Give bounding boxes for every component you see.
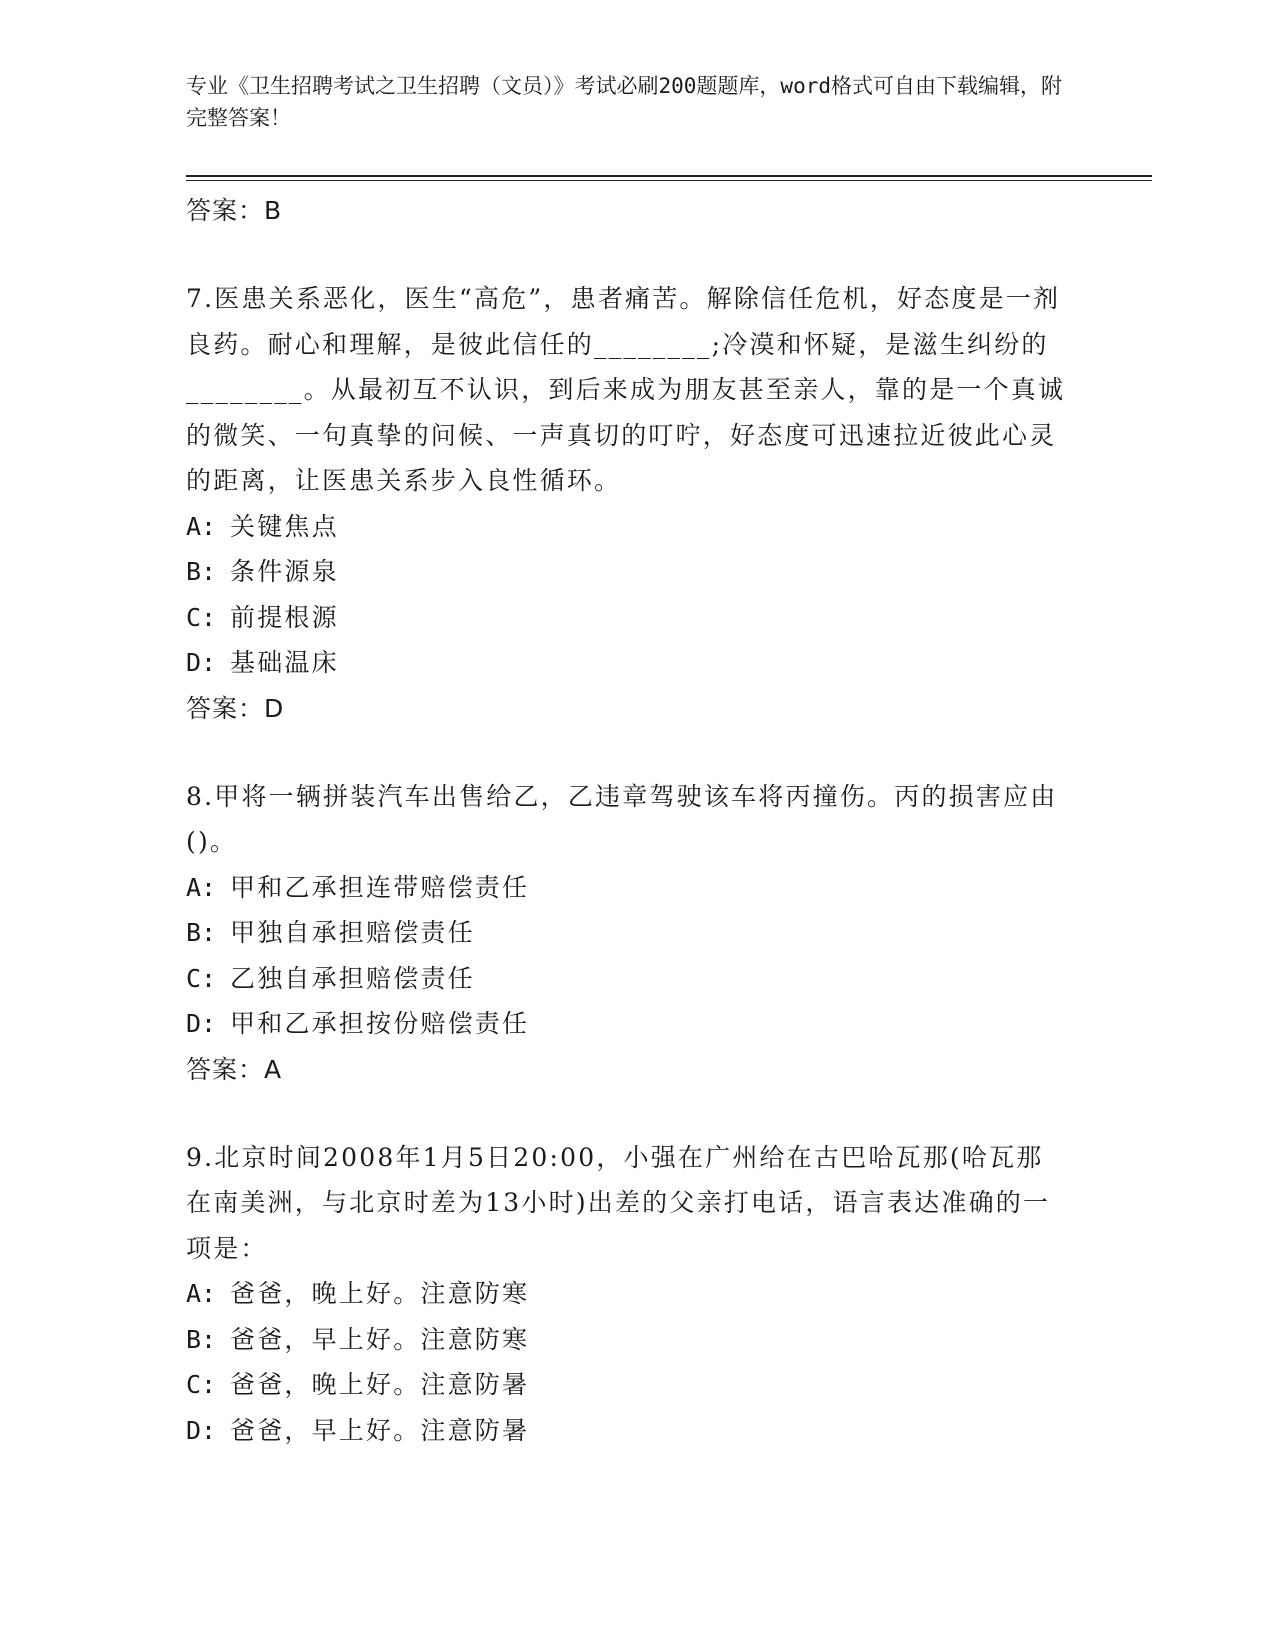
option-text: 乙独自承担赔偿责任	[230, 963, 475, 993]
header-divider-thin	[186, 180, 1152, 181]
option-d	[186, 640, 1086, 686]
option-b	[186, 549, 1086, 595]
option-key: C:	[186, 1370, 217, 1399]
option-key: B:	[186, 557, 217, 586]
option-text: 爸爸，晚上好。注意防寒	[230, 1279, 530, 1308]
option-c	[186, 1362, 1086, 1408]
option-key: C:	[186, 602, 217, 632]
question-text: 9.北京时间2008年1月5日20:00，小强在广州给在古巴哈瓦那(哈瓦那在南美洲，与北京时差为13小时)出差的父亲打电话，语言表达准确的一项是：	[186, 1142, 1051, 1263]
option-a	[186, 865, 1086, 911]
option-a	[186, 1271, 1086, 1317]
option-key: C:	[186, 963, 217, 993]
option-text: 爸爸，晚上好。注意防暑	[230, 1370, 530, 1399]
option-text: 前提根源	[230, 602, 339, 632]
option-text: 基础温床	[230, 648, 339, 677]
option-c	[186, 595, 1086, 641]
question-content	[186, 188, 1086, 1453]
question-block	[186, 774, 1086, 1093]
option-a	[186, 504, 1086, 550]
option-d	[186, 1001, 1086, 1047]
option-key: D:	[186, 1415, 217, 1445]
option-b	[186, 910, 1086, 956]
question-text: 8.甲将一辆拼装汽车出售给乙，乙违章驾驶该车将丙撞伤。丙的损害应由()。	[186, 781, 1058, 856]
option-key: D:	[186, 1009, 217, 1038]
option-key: B:	[186, 1324, 217, 1354]
question-block	[186, 276, 1086, 732]
option-text: 关键焦点	[230, 511, 339, 541]
option-text: 甲独自承担赔偿责任	[230, 918, 475, 947]
answer-label: 答案：B	[186, 196, 283, 225]
answer-label: 答案：D	[186, 693, 285, 723]
option-text: 爸爸，早上好。注意防暑	[230, 1415, 530, 1445]
option-text: 甲和乙承担按份赔偿责任	[230, 1009, 530, 1038]
option-b	[186, 1317, 1086, 1363]
option-text: 条件源泉	[230, 557, 339, 586]
header-divider-thick	[186, 175, 1152, 177]
question-text: 7.医患关系恶化，医生“高危”，患者痛苦。解除信任危机，好态度是一剂良药。耐心和理解，是彼此信任的________;冷漠和怀疑，是滋生纠纷的________。从最初互不认识，到后来成为朋友甚至亲人，靠的是一个真诚的微笑、一句真挚的问候、一声真切的叮咛，好态度可迅速拉近彼此心灵的距离，让医患关系步入良性循环。	[186, 284, 1066, 495]
option-c	[186, 956, 1086, 1002]
option-text: 爸爸，早上好。注意防寒	[230, 1324, 530, 1354]
option-key: A:	[186, 1279, 217, 1308]
option-key: A:	[186, 872, 217, 902]
option-key: B:	[186, 918, 217, 947]
option-key: A:	[186, 511, 217, 541]
option-key: D:	[186, 648, 217, 677]
question-block	[186, 1135, 1086, 1454]
answer-label: 答案：A	[186, 1054, 283, 1084]
option-text: 甲和乙承担连带赔偿责任	[230, 872, 530, 902]
document-header: 专业《卫生招聘考试之卫生招聘（文员）》考试必刷200题题库，word格式可自由下载编辑，附完整答案！	[186, 74, 1062, 130]
option-d	[186, 1408, 1086, 1454]
